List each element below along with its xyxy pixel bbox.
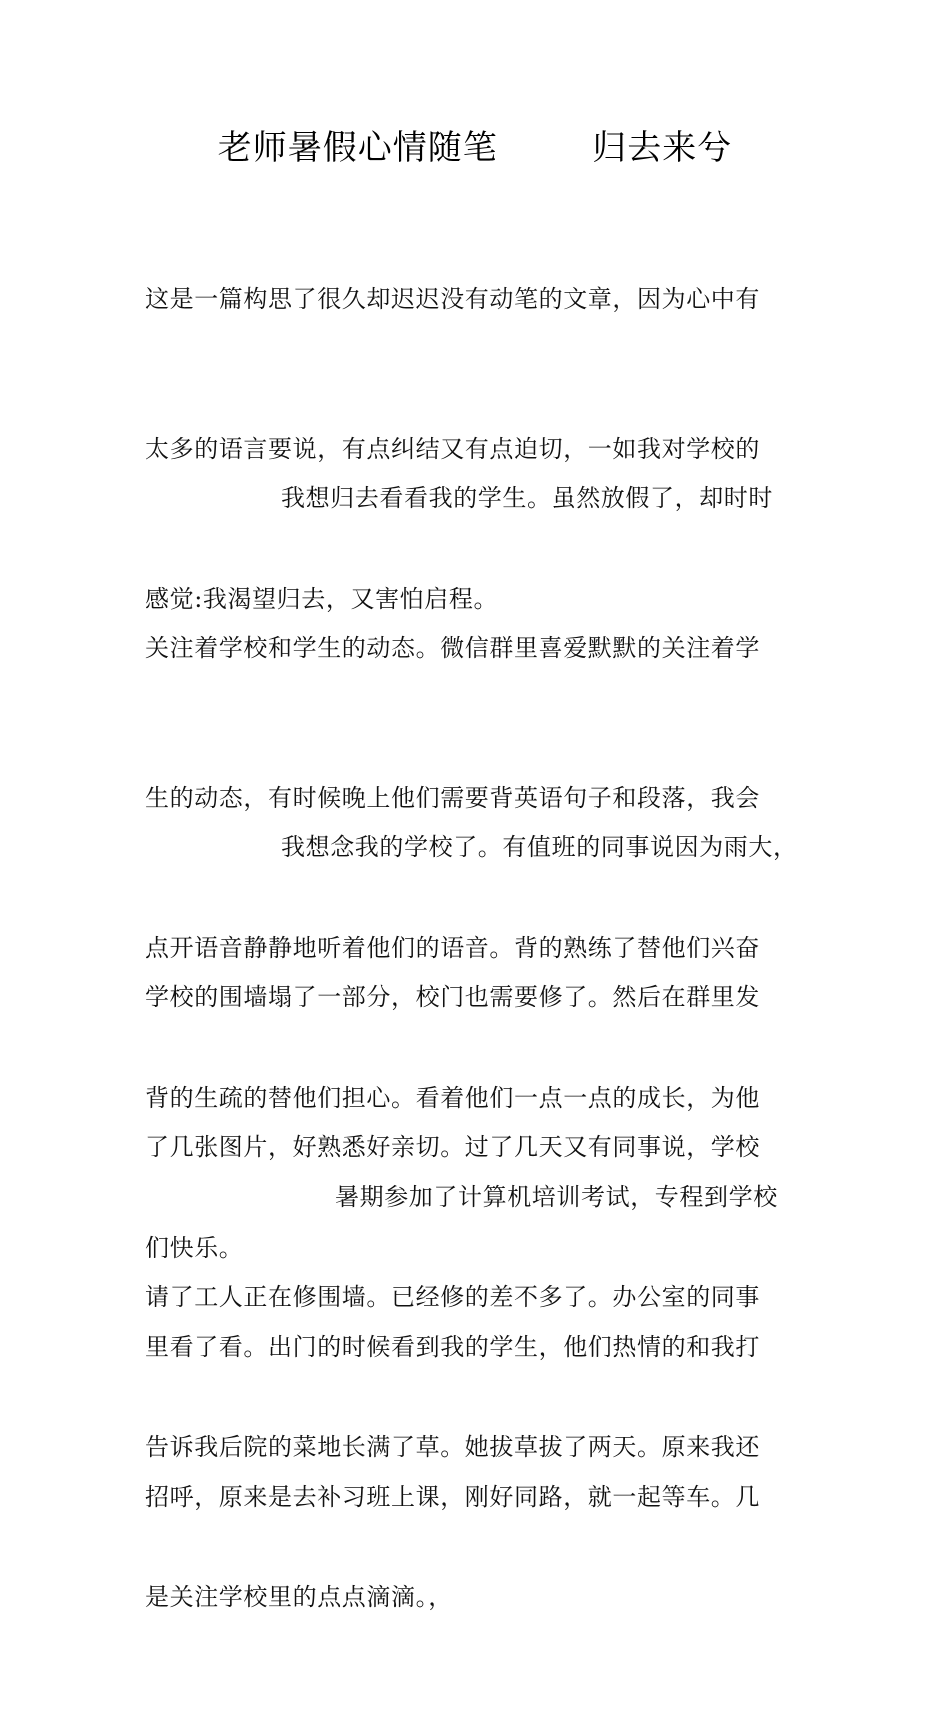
document-title: 老师暑假心情随笔 归去来兮 (217, 128, 733, 168)
paragraph-line: 告诉我后院的菜地长满了草。她拔草拔了两天。原来我还 (145, 1433, 760, 1461)
paragraph-line: 太多的语言要说，有点纠结又有点迫切，一如我对学校的 (145, 435, 760, 463)
paragraph-line: 生的动态，有时候晚上他们需要背英语句子和段落，我会 (145, 784, 760, 812)
paragraph-line: 点开语音静静地听着他们的语音。背的熟练了替他们兴奋 (145, 934, 760, 962)
paragraph-line: 这是一篇构思了很久却迟迟没有动笔的文章，因为心中有 (145, 285, 760, 313)
paragraph-line: 感觉:我渴望归去，又害怕启程。 (145, 585, 499, 613)
paragraph-line: 们快乐。 (145, 1234, 244, 1262)
paragraph-line: 关注着学校和学生的动态。微信群里喜爱默默的关注着学 (145, 634, 760, 662)
paragraph-line: 里看了看。出门的时候看到我的学生，他们热情的和我打 (145, 1333, 760, 1361)
paragraph-line: 暑期参加了计算机培训考试，专程到学校 (335, 1183, 778, 1211)
paragraph-4 (145, 1072, 810, 1622)
paragraph-line: 是关注学校里的点点滴滴。， (145, 1583, 453, 1611)
paragraph-line: 招呼，原来是去补习班上课，刚好同路，就一起等车。几 (145, 1483, 760, 1511)
paragraph-line: 学校的围墙塌了一部分，校门也需要修了。然后在群里发 (145, 983, 760, 1011)
paragraph-line: 我想念我的学校了。有值班的同事说因为雨大， (281, 833, 798, 861)
paragraph-line: 背的生疏的替他们担心。看着他们一点一点的成长，为他 (145, 1084, 760, 1112)
paragraph-line: 我想归去看看我的学生。虽然放假了，却时时 (281, 484, 773, 512)
paragraph-line: 了几张图片，好熟悉好亲切。过了几天又有同事说，学校 (145, 1133, 760, 1161)
paragraph-line: 请了工人正在修围墙。已经修的差不多了。办公室的同事 (145, 1283, 760, 1311)
